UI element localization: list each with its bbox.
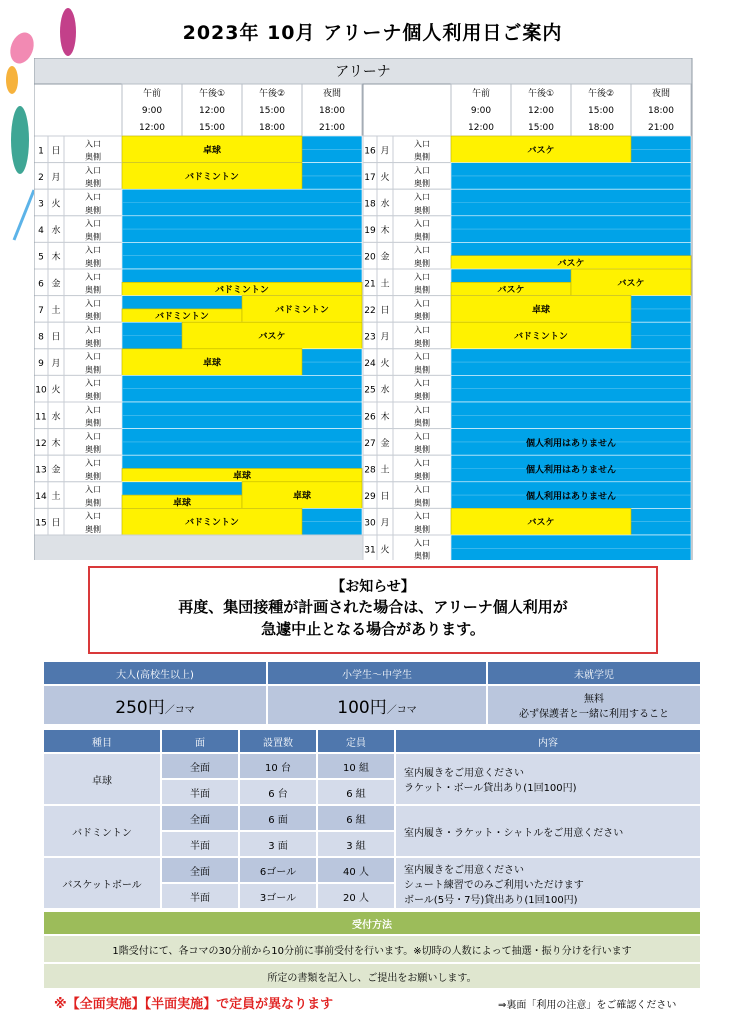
court-label-back: 奥側 bbox=[414, 525, 430, 534]
court-label-back: 奥側 bbox=[85, 418, 101, 428]
day-number: 18 bbox=[364, 199, 376, 210]
event-label: 卓球 bbox=[531, 305, 551, 316]
event-label: バドミントン bbox=[215, 285, 269, 296]
court-label-back: 奥側 bbox=[85, 285, 101, 295]
court-label-entrance: 入口 bbox=[85, 325, 101, 335]
arena-schedule bbox=[34, 58, 694, 564]
court-label-entrance: 入口 bbox=[85, 245, 101, 255]
day-number: 19 bbox=[364, 226, 376, 237]
court-label-entrance: 入口 bbox=[414, 325, 430, 335]
court-label-entrance: 入口 bbox=[414, 352, 430, 362]
weekday: 水 bbox=[51, 412, 61, 423]
court-label-entrance: 入口 bbox=[414, 378, 430, 388]
court-label-entrance: 入口 bbox=[414, 272, 430, 282]
court-label-back: 奥側 bbox=[85, 179, 101, 189]
weekday: 木 bbox=[51, 252, 61, 263]
notice-line-2: 急遽中止となる場合があります。 bbox=[261, 620, 485, 638]
court-label-entrance: 入口 bbox=[414, 511, 430, 521]
event-label: 卓球 bbox=[202, 145, 222, 156]
slot-start: 18:00 bbox=[648, 106, 674, 116]
weekday: 火 bbox=[51, 385, 61, 396]
day-number: 22 bbox=[364, 305, 376, 316]
table-row: 卓球 全面 10 台 10 組 室内履きをご用意ください ラケット・ボール貸出あり(1回100円) bbox=[43, 753, 701, 779]
court-label-entrance: 入口 bbox=[85, 405, 101, 415]
slot-end: 15:00 bbox=[199, 123, 225, 133]
weekday: 日 bbox=[51, 146, 61, 157]
court-label-back: 奥側 bbox=[85, 392, 101, 401]
col-count: 設置数 bbox=[239, 729, 317, 753]
weekday: 日 bbox=[51, 332, 61, 343]
day-number: 29 bbox=[364, 492, 376, 503]
day-number: 16 bbox=[364, 146, 376, 157]
court-label-back: 奥側 bbox=[414, 205, 430, 215]
day-number: 14 bbox=[35, 492, 47, 503]
price-adult: 250円／コマ bbox=[43, 685, 267, 725]
slot-end: 18:00 bbox=[259, 123, 285, 133]
weekday: 月 bbox=[380, 332, 390, 343]
event-label: バスケ bbox=[497, 285, 525, 296]
event-label: 卓球 bbox=[172, 498, 192, 509]
court-label-back: 奥側 bbox=[414, 471, 430, 481]
event-label: 卓球 bbox=[202, 358, 222, 369]
weekday: 金 bbox=[51, 279, 61, 290]
weekday: 金 bbox=[380, 438, 390, 449]
event-label: バドミントン bbox=[275, 305, 329, 316]
weekday: 火 bbox=[380, 545, 390, 556]
reception-line-2: 所定の書類を記入し、ご提出をお願いします。 bbox=[43, 963, 701, 989]
slot-name: 夜間 bbox=[651, 89, 671, 99]
court-label-entrance: 入口 bbox=[85, 352, 101, 362]
notice-line-1: 再度、集団接種が計画された場合は、アリーナ個人利用が bbox=[178, 598, 568, 616]
col-capacity: 定員 bbox=[317, 729, 395, 753]
table-row: 半面 3 面 3 組 bbox=[43, 831, 701, 857]
weekday: 日 bbox=[380, 305, 390, 316]
court-label-back: 奥側 bbox=[414, 179, 430, 189]
price-student: 100円／コマ bbox=[267, 685, 487, 725]
court-label-entrance: 入口 bbox=[85, 485, 101, 495]
slot-end: 18:00 bbox=[588, 123, 614, 133]
slot-name: 午後② bbox=[587, 89, 615, 99]
court-label-entrance: 入口 bbox=[85, 298, 101, 308]
slot-name: 午後① bbox=[527, 89, 555, 99]
court-label-back: 奥側 bbox=[414, 551, 430, 560]
weekday: 金 bbox=[51, 465, 61, 476]
court-label-back: 奥側 bbox=[85, 232, 101, 242]
no-public-use-note: 個人利用はありません bbox=[525, 465, 617, 476]
court-label-entrance: 入口 bbox=[85, 431, 101, 441]
day-number: 2 bbox=[38, 172, 44, 183]
slot-end: 12:00 bbox=[468, 123, 494, 133]
slot-name: 午前 bbox=[142, 89, 162, 99]
court-label-entrance: 入口 bbox=[414, 139, 430, 149]
day-number: 5 bbox=[38, 252, 44, 263]
facility-table bbox=[42, 728, 702, 910]
weekday: 水 bbox=[51, 226, 61, 237]
event-label: バスケ bbox=[258, 332, 286, 342]
day-number: 30 bbox=[364, 518, 376, 529]
court-label-entrance: 入口 bbox=[414, 458, 430, 468]
court-label-entrance: 入口 bbox=[414, 298, 430, 308]
court-label-entrance: 入口 bbox=[85, 272, 101, 282]
court-label-back: 奥側 bbox=[414, 152, 430, 162]
slot-start: 18:00 bbox=[319, 106, 345, 116]
slot-end: 21:00 bbox=[648, 123, 674, 133]
court-label-back: 奥側 bbox=[85, 205, 101, 215]
day-number: 11 bbox=[35, 412, 47, 423]
court-label-entrance: 入口 bbox=[85, 511, 101, 521]
slot-start: 15:00 bbox=[588, 106, 614, 116]
slot-end: 21:00 bbox=[319, 123, 345, 133]
weekday: 月 bbox=[380, 146, 390, 157]
empty-row bbox=[34, 535, 363, 560]
weekday: 木 bbox=[51, 438, 61, 449]
weekday: 日 bbox=[51, 518, 61, 529]
event-label: 卓球 bbox=[292, 491, 312, 502]
no-public-use-note: 個人利用はありません bbox=[525, 492, 617, 503]
table-row: バドミントン 全面 6 面 6 組 室内履き・ラケット・シャトルをご用意ください bbox=[43, 805, 701, 831]
free-slot bbox=[451, 535, 691, 560]
day-number: 3 bbox=[38, 199, 44, 210]
court-label-back: 奥側 bbox=[85, 312, 101, 322]
day-number: 20 bbox=[364, 252, 376, 263]
court-label-back: 奥側 bbox=[414, 312, 430, 322]
court-label-entrance: 入口 bbox=[414, 219, 430, 229]
day-number: 8 bbox=[38, 332, 44, 343]
page-title: 2023年 10月 アリーナ個人利用日ご案内 bbox=[182, 22, 563, 44]
court-label-back: 奥側 bbox=[414, 285, 430, 295]
day-number: 10 bbox=[35, 385, 47, 396]
capacity-warning: ※【全面実施】【半面実施】で定員が異なります bbox=[54, 997, 334, 1012]
slot-name: 夜間 bbox=[322, 89, 342, 99]
event-label: バドミントン bbox=[185, 518, 239, 529]
event-label: バドミントン bbox=[514, 332, 568, 342]
day-number: 24 bbox=[364, 359, 376, 370]
slot-name: 午前 bbox=[471, 89, 491, 99]
weekday: 月 bbox=[380, 518, 390, 529]
weekday: 土 bbox=[380, 465, 390, 476]
court-label-back: 奥側 bbox=[414, 498, 430, 508]
weekday: 土 bbox=[380, 279, 390, 290]
event-label: バスケ bbox=[527, 145, 555, 156]
weekday: 木 bbox=[380, 226, 390, 237]
day-number: 6 bbox=[38, 279, 44, 290]
day-number: 28 bbox=[364, 465, 376, 476]
court-label-back: 奥側 bbox=[414, 338, 430, 348]
court-label-back: 奥側 bbox=[414, 445, 430, 455]
slot-start: 15:00 bbox=[259, 106, 285, 116]
day-number: 12 bbox=[35, 438, 47, 449]
court-label-back: 奥側 bbox=[414, 392, 430, 401]
slot-start: 12:00 bbox=[199, 106, 225, 116]
court-label-entrance: 入口 bbox=[414, 192, 430, 202]
table-row: 半面 6 台 6 組 bbox=[43, 779, 701, 805]
weekday: 水 bbox=[380, 385, 390, 396]
weekday: 木 bbox=[380, 412, 390, 423]
notice-heading: 【お知らせ】 bbox=[331, 579, 415, 595]
day-number: 13 bbox=[35, 465, 47, 476]
weekday: 日 bbox=[380, 492, 390, 503]
court-label-entrance: 入口 bbox=[414, 405, 430, 415]
day-number: 15 bbox=[35, 518, 47, 529]
slot-start: 12:00 bbox=[528, 106, 554, 116]
event-label: バスケ bbox=[527, 518, 555, 529]
reception-table bbox=[42, 910, 702, 990]
notice-box bbox=[88, 566, 658, 654]
table-row: 半面 3ゴール 20 人 bbox=[43, 883, 701, 909]
weekday: 水 bbox=[380, 199, 390, 210]
day-number: 27 bbox=[364, 438, 376, 449]
day-number: 31 bbox=[364, 545, 376, 556]
arena-schedule-grid bbox=[34, 58, 694, 560]
weekday: 火 bbox=[380, 359, 390, 370]
event-label: 卓球 bbox=[232, 471, 252, 482]
weekday: 火 bbox=[380, 172, 390, 183]
day-number: 7 bbox=[38, 305, 44, 316]
col-sport: 種目 bbox=[43, 729, 161, 753]
court-label-back: 奥側 bbox=[414, 365, 430, 375]
weekday: 月 bbox=[51, 359, 61, 370]
slot-start: 9:00 bbox=[141, 106, 163, 116]
col-court: 面 bbox=[161, 729, 239, 753]
court-label-back: 奥側 bbox=[414, 232, 430, 242]
court-label-entrance: 入口 bbox=[414, 538, 430, 548]
day-number: 26 bbox=[364, 412, 376, 423]
court-label-back: 奥側 bbox=[85, 471, 101, 481]
court-label-back: 奥側 bbox=[85, 445, 101, 455]
day-number: 21 bbox=[364, 279, 376, 290]
court-label-entrance: 入口 bbox=[85, 165, 101, 175]
price-table bbox=[42, 660, 702, 726]
weekday: 月 bbox=[51, 172, 61, 183]
event-label: バドミントン bbox=[155, 312, 209, 323]
court-label-back: 奥側 bbox=[85, 152, 101, 162]
court-label-entrance: 入口 bbox=[85, 139, 101, 149]
price-student-label: 小学生～中学生 bbox=[267, 661, 487, 685]
event-label: バスケ bbox=[617, 278, 645, 289]
day-number: 4 bbox=[38, 226, 44, 237]
day-number: 9 bbox=[38, 359, 44, 370]
court-label-entrance: 入口 bbox=[414, 165, 430, 175]
day-number: 23 bbox=[364, 332, 376, 343]
court-label-back: 奥側 bbox=[85, 338, 101, 348]
slot-name: 午後② bbox=[258, 89, 286, 99]
day-number: 17 bbox=[364, 172, 376, 183]
reception-title: 受付方法 bbox=[43, 911, 701, 935]
weekday: 火 bbox=[51, 199, 61, 210]
court-label-back: 奥側 bbox=[414, 259, 430, 268]
slot-name: 午後① bbox=[198, 89, 226, 99]
court-label-back: 奥側 bbox=[85, 498, 101, 508]
weekday: 土 bbox=[51, 305, 61, 316]
day-number: 1 bbox=[38, 146, 44, 157]
reception-line-1: 1階受付にて、各コマの30分前から10分前に事前受付を行います。※切時の人数によって抽選・振り分けを行います bbox=[43, 935, 701, 963]
court-label-entrance: 入口 bbox=[85, 378, 101, 388]
event-label: バドミントン bbox=[185, 172, 239, 183]
arena-header: アリーナ bbox=[335, 64, 391, 80]
court-label-back: 奥側 bbox=[414, 418, 430, 428]
price-adult-label: 大人(高校生以上) bbox=[43, 661, 267, 685]
court-label-entrance: 入口 bbox=[85, 219, 101, 229]
col-content: 内容 bbox=[395, 729, 701, 753]
court-label-entrance: 入口 bbox=[85, 458, 101, 468]
table-row: バスケットボール 全面 6ゴール 40 人 室内履きをご用意ください シュート練習でのみご利用いただけます ボール(5号・7号)貸出あり(1回100円) bbox=[43, 857, 701, 883]
slot-end: 15:00 bbox=[528, 123, 554, 133]
court-label-back: 奥側 bbox=[85, 365, 101, 375]
day-number: 25 bbox=[364, 385, 376, 396]
court-label-entrance: 入口 bbox=[414, 485, 430, 495]
court-label-back: 奥側 bbox=[85, 259, 101, 268]
court-label-back: 奥側 bbox=[85, 525, 101, 534]
court-label-entrance: 入口 bbox=[414, 245, 430, 255]
slot-start: 9:00 bbox=[470, 106, 492, 116]
no-public-use-note: 個人利用はありません bbox=[525, 438, 617, 449]
back-page-note: ⇒裏面「利用の注意」をご確認ください bbox=[498, 1000, 677, 1011]
event-label: バスケ bbox=[557, 258, 585, 269]
weekday: 金 bbox=[380, 252, 390, 263]
slot-end: 12:00 bbox=[139, 123, 165, 133]
price-infant-label: 未就学児 bbox=[487, 661, 701, 685]
court-label-entrance: 入口 bbox=[414, 431, 430, 441]
price-infant: 無料 必ず保護者と一緒に利用すること bbox=[487, 685, 701, 725]
court-label-entrance: 入口 bbox=[85, 192, 101, 202]
weekday: 土 bbox=[51, 492, 61, 503]
